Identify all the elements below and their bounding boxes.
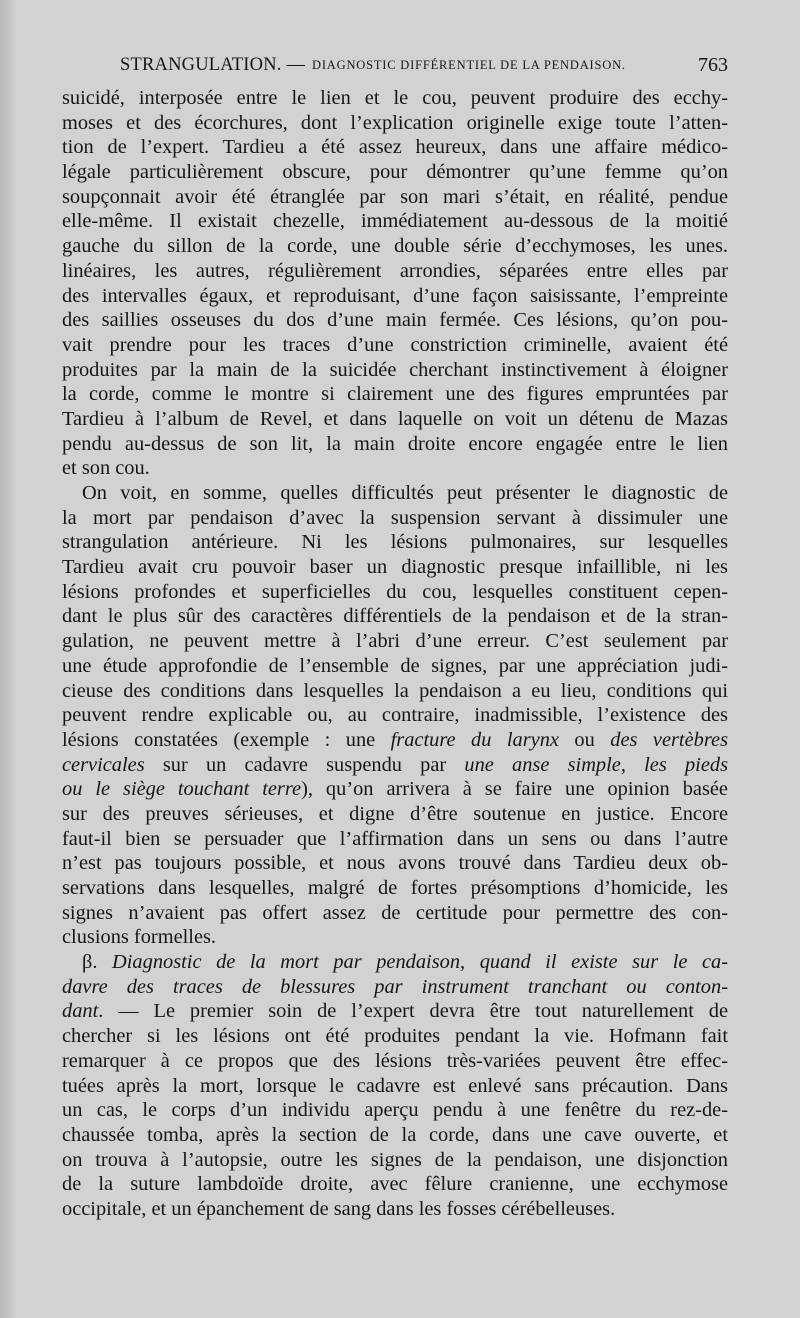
text-line: la mort par pendaison d’avec la suspension servant à dissimuler une bbox=[62, 506, 728, 529]
text-line: clusions formelles. bbox=[62, 926, 217, 949]
text-line: occipitale, et un épanchement de sang dans les fosses cérébelleuses. bbox=[62, 1197, 616, 1220]
text-line: signes n’avaient pas offert assez de certitude pour permettre des con- bbox=[62, 901, 728, 924]
text-line: et son cou. bbox=[62, 457, 150, 480]
text-line: β. Diagnostic de la mort par pendaison, quand il existe sur le ca- bbox=[82, 951, 728, 974]
text-line: remarquer à ce propos que des lésions très-variées peuvent être effec- bbox=[62, 1049, 728, 1072]
text-line: suicidé, interposée entre le lien et le cou, peuvent produire des ecchy- bbox=[62, 87, 728, 109]
body-text bbox=[62, 86, 728, 1222]
text-line: une étude approfondie de l’ensemble de signes, par une appréciation judi- bbox=[62, 654, 728, 677]
text-line: un cas, le corps d’un individu aperçu pendu à une fenêtre du rez-de- bbox=[62, 1099, 728, 1122]
running-header bbox=[62, 50, 728, 80]
running-title: STRANGULATION. — bbox=[120, 55, 306, 75]
text-line: faut-il bien se persuader que l’affirmation dans un sens ou dans l’autre bbox=[62, 827, 728, 850]
running-subtitle: DIAGNOSTIC DIFFÉRENTIEL DE LA PENDAISON. bbox=[312, 58, 626, 72]
text-line: tuées après la mort, lorsque le cadavre est enlevé sans précaution. Dans bbox=[62, 1074, 728, 1097]
text-line: sur des preuves sérieuses, et digne d’être soutenue en justice. Encore bbox=[62, 802, 728, 825]
text-line: de la suture lambdoïde droite, avec fêlure cranienne, une ecchymose bbox=[62, 1173, 728, 1196]
text-line: dant. — Le premier soin de l’expert devra être tout naturellement de bbox=[62, 1000, 728, 1023]
text-line: lésions profondes et superficielles du cou, lesquelles constituent cepen- bbox=[62, 580, 728, 603]
text-line: la corde, comme le montre si clairement une des figures empruntées par bbox=[62, 383, 728, 406]
text-line: tion de l’expert. Tardieu a été assez heureux, dans une affaire médico- bbox=[62, 136, 728, 159]
text-line: strangulation antérieure. Ni les lésions pulmonaires, sur lesquelles bbox=[62, 531, 728, 554]
text-line: gauche du sillon de la corde, une double série d’ecchymoses, les unes. bbox=[62, 235, 728, 258]
text-line: Tardieu avait cru pouvoir baser un diagnostic presque infaillible, ni les bbox=[62, 556, 728, 579]
text-line: on trouva à l’autopsie, outre les signes de la pendaison, une disjonction bbox=[62, 1148, 728, 1171]
text-line: elle-même. Il existait chezelle, immédiatement au-dessous de la moitié bbox=[62, 210, 728, 233]
text-line: On voit, en somme, quelles difficultés peut présenter le diagnostic de bbox=[82, 482, 728, 504]
text-line: soupçonnait avoir été étranglée par son mari s’était, en réalité, pendue bbox=[62, 185, 728, 208]
text-line: ou le siège touchant terre), qu’on arrivera à se faire une opinion basée bbox=[62, 778, 728, 801]
text-line: des saillies osseuses du dos d’une main fermée. Ces lésions, qu’on pou- bbox=[62, 309, 728, 332]
text-line: peuvent rendre explicable ou, au contraire, inadmissible, l’existence des bbox=[62, 704, 728, 727]
text-line: dant le plus sûr des caractères différentiels de la pendaison et de la stran- bbox=[62, 605, 728, 628]
text-line: n’est pas toujours possible, et nous avons trouvé dans Tardieu deux ob- bbox=[62, 852, 728, 875]
text-line: davre des traces de blessures par instrument tranchant ou conton- bbox=[62, 975, 728, 998]
page-gutter-shadow bbox=[0, 0, 16, 1318]
text-line: pendu au-dessus de son lit, la main droite encore engagée entre le lien bbox=[62, 432, 728, 455]
text-line: légale particulièrement obscure, pour démontrer qu’une femme qu’on bbox=[62, 161, 728, 184]
page-number: 763 bbox=[698, 54, 728, 76]
text-line: gulation, ne peuvent mettre à l’abri d’une erreur. C’est seulement par bbox=[62, 630, 728, 653]
text-line: cervicales sur un cadavre suspendu par une anse simple, les pieds bbox=[62, 753, 729, 776]
text-line: vait prendre pour les traces d’une constriction criminelle, avaient été bbox=[62, 333, 728, 356]
text-line: moses et des écorchures, dont l’explication originelle exige toute l’atten- bbox=[62, 111, 728, 134]
text-line: chaussée tomba, après la section de la corde, dans une cave ouverte, et bbox=[62, 1123, 728, 1146]
text-line: cieuse des conditions dans lesquelles la pendaison a eu lieu, conditions qui bbox=[62, 679, 728, 702]
text-line: chercher si les lésions ont été produites pendant la vie. Hofmann fait bbox=[62, 1025, 728, 1048]
text-line: lésions constatées (exemple : une fracture du larynx ou des vertèbres bbox=[62, 728, 729, 751]
text-line: Tardieu à l’album de Revel, et dans laquelle on voit un détenu de Mazas bbox=[62, 407, 728, 430]
text-line: produites par la main de la suicidée cherchant instinctivement à éloigner bbox=[62, 358, 728, 381]
text-line: linéaires, les autres, régulièrement arrondies, séparées entre elles par bbox=[62, 259, 728, 282]
text-line: des intervalles égaux, et reproduisant, d’une façon saisissante, l’empreinte bbox=[62, 284, 728, 307]
text-line: servations dans lesquelles, malgré de fortes présomptions d’homicide, les bbox=[62, 877, 728, 899]
